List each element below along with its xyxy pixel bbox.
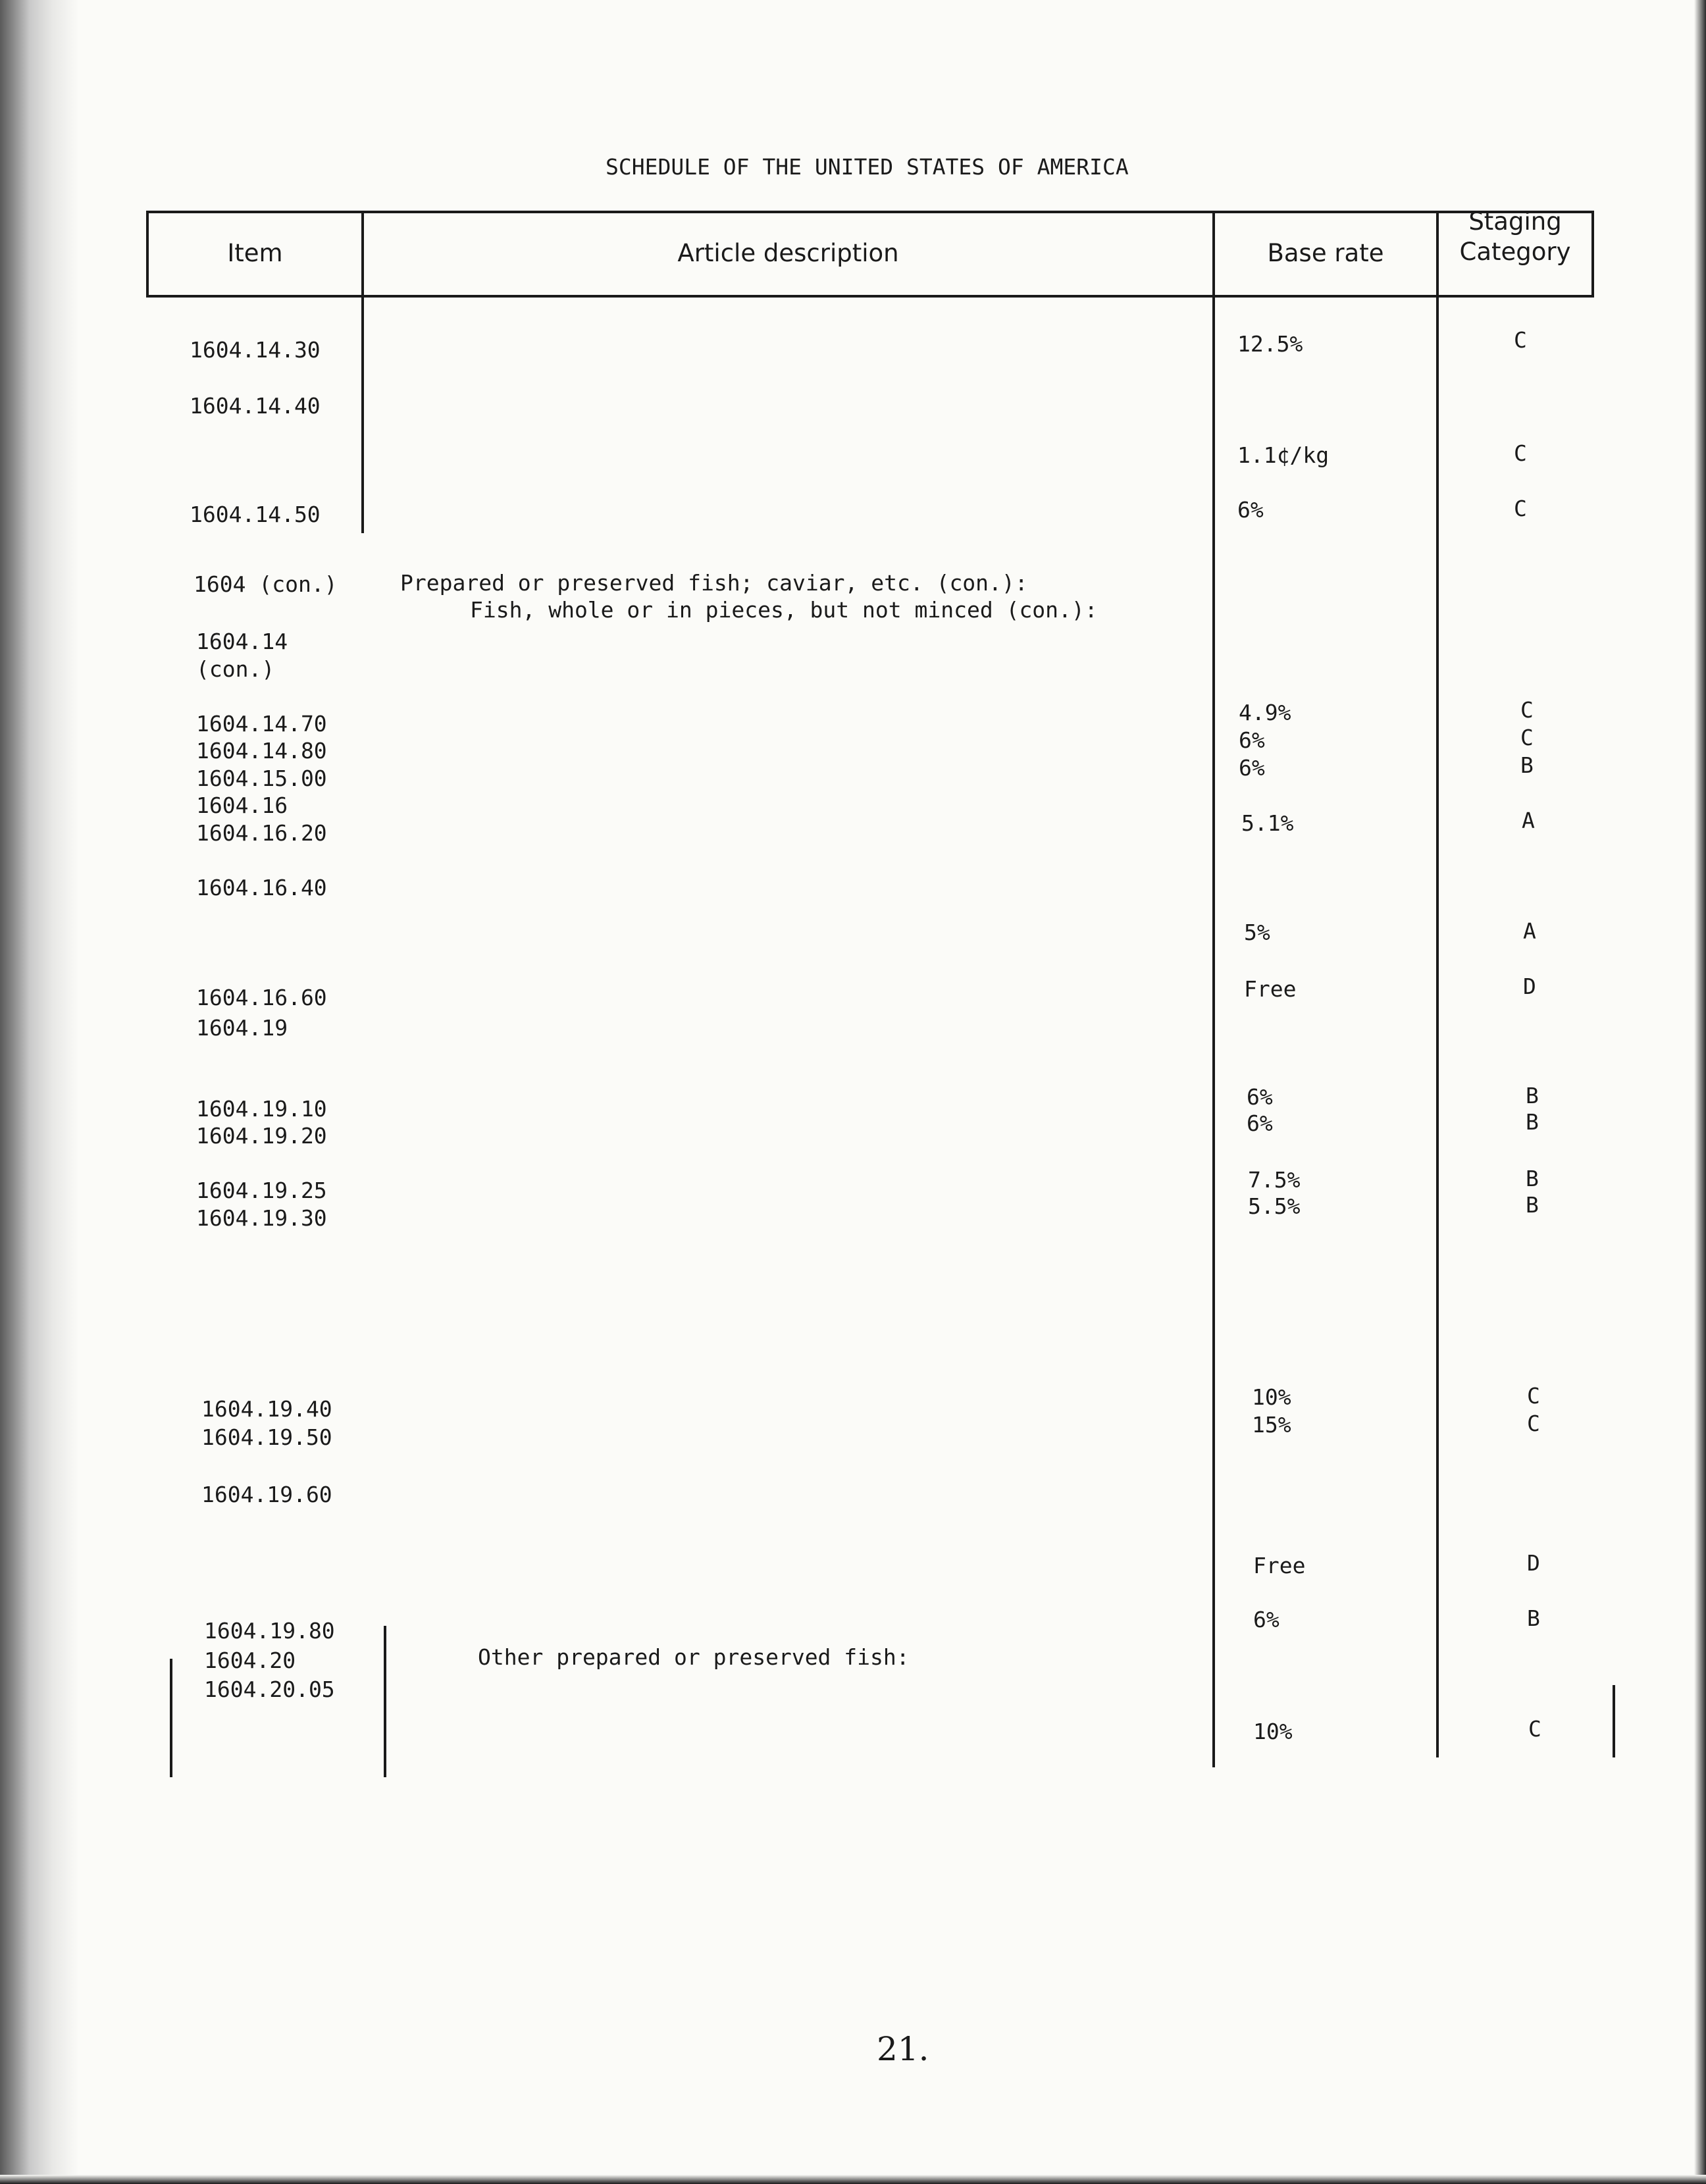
description-line: Fish, whole or in pieces, but not minced (con.): xyxy=(470,597,1098,623)
base-rate: 5% xyxy=(1244,920,1270,945)
item-number: 1604.14.30 xyxy=(190,337,321,363)
staging-category: C xyxy=(1527,1411,1540,1436)
header-base-rate: Base rate xyxy=(1267,239,1384,267)
item-number: 1604.19.50 xyxy=(201,1424,332,1450)
column-rule-rate xyxy=(1436,211,1439,1757)
staging-category: C xyxy=(1527,1383,1540,1409)
item-number: 1604.16.60 xyxy=(196,985,327,1010)
document-title: SCHEDULE OF THE UNITED STATES OF AMERICA xyxy=(606,154,1129,180)
column-rule-left-bottom xyxy=(170,1659,172,1777)
staging-category: C xyxy=(1514,327,1527,353)
staging-category: B xyxy=(1526,1192,1539,1218)
staging-category: C xyxy=(1528,1716,1541,1742)
item-number: 1604.14 xyxy=(196,629,288,654)
base-rate: 5.5% xyxy=(1248,1193,1301,1219)
staging-category: B xyxy=(1526,1083,1539,1108)
item-number: 1604.16.20 xyxy=(196,820,327,846)
base-rate: 4.9% xyxy=(1239,700,1291,725)
column-rule-description xyxy=(1212,211,1215,1767)
description-line: Other prepared or preserved fish: xyxy=(478,1644,910,1670)
description-line: Prepared or preserved fish; caviar, etc. (con.): xyxy=(400,570,1028,596)
base-rate: 6% xyxy=(1247,1084,1273,1110)
item-number: 1604 (con.) xyxy=(194,571,338,597)
item-number: 1604.20.05 xyxy=(204,1677,335,1702)
base-rate: 10% xyxy=(1252,1384,1291,1410)
base-rate: 6% xyxy=(1239,755,1265,781)
staging-category: C xyxy=(1520,697,1534,723)
base-rate: 6% xyxy=(1253,1607,1280,1632)
staging-category: B xyxy=(1526,1166,1539,1191)
item-number: 1604.19.60 xyxy=(201,1482,332,1507)
item-number: 1604.19.30 xyxy=(196,1205,327,1231)
base-rate: 1.1¢/kg xyxy=(1237,442,1330,468)
staging-category: A xyxy=(1522,808,1535,833)
staging-category: D xyxy=(1523,974,1536,999)
staging-category: C xyxy=(1514,440,1527,466)
base-rate: 10% xyxy=(1253,1719,1293,1744)
base-rate: Free xyxy=(1253,1553,1306,1578)
item-number: 1604.19.10 xyxy=(196,1096,327,1122)
staging-category: C xyxy=(1520,725,1534,750)
item-number: 1604.14.40 xyxy=(190,393,321,419)
item-number: 1604.19.25 xyxy=(196,1178,327,1203)
staging-category: B xyxy=(1527,1605,1540,1631)
staging-category: A xyxy=(1523,918,1536,944)
header-item: Item xyxy=(227,239,283,267)
item-number: 1604.14.50 xyxy=(190,502,321,527)
item-number: 1604.14.80 xyxy=(196,738,327,764)
column-rule-right-bottom xyxy=(1613,1685,1615,1757)
base-rate: Free xyxy=(1244,976,1297,1002)
item-number: 1604.14.70 xyxy=(196,711,327,737)
scan-edge-right xyxy=(1694,0,1706,2184)
item-number: 1604.15.00 xyxy=(196,766,327,791)
base-rate: 6% xyxy=(1237,497,1264,523)
staging-category: B xyxy=(1520,752,1534,778)
base-rate: 6% xyxy=(1239,727,1265,753)
staging-category: B xyxy=(1526,1109,1539,1135)
item-number: 1604.19.20 xyxy=(196,1123,327,1149)
header-staging-category: Staging Category xyxy=(1459,207,1571,266)
page-number: 21. xyxy=(877,2030,929,2068)
scan-edge-bottom xyxy=(0,2175,1706,2184)
item-number: (con.) xyxy=(196,656,275,682)
base-rate: 15% xyxy=(1252,1412,1291,1438)
item-number: 1604.20 xyxy=(204,1648,296,1673)
base-rate: 6% xyxy=(1247,1110,1273,1136)
item-number: 1604.16 xyxy=(196,793,288,818)
base-rate: 7.5% xyxy=(1248,1167,1301,1193)
item-number: 1604.19.40 xyxy=(201,1396,332,1422)
header-description: Article description xyxy=(677,239,899,267)
column-rule-right xyxy=(1591,211,1594,296)
item-number: 1604.19 xyxy=(196,1015,288,1041)
staging-category: C xyxy=(1514,496,1527,521)
item-number: 1604.19.80 xyxy=(204,1618,335,1644)
column-rule-item-lower xyxy=(384,1626,386,1777)
item-number: 1604.16.40 xyxy=(196,875,327,900)
base-rate: 12.5% xyxy=(1237,331,1303,357)
base-rate: 5.1% xyxy=(1241,810,1294,836)
staging-category: D xyxy=(1527,1550,1540,1576)
scan-edge-left xyxy=(0,0,79,2184)
